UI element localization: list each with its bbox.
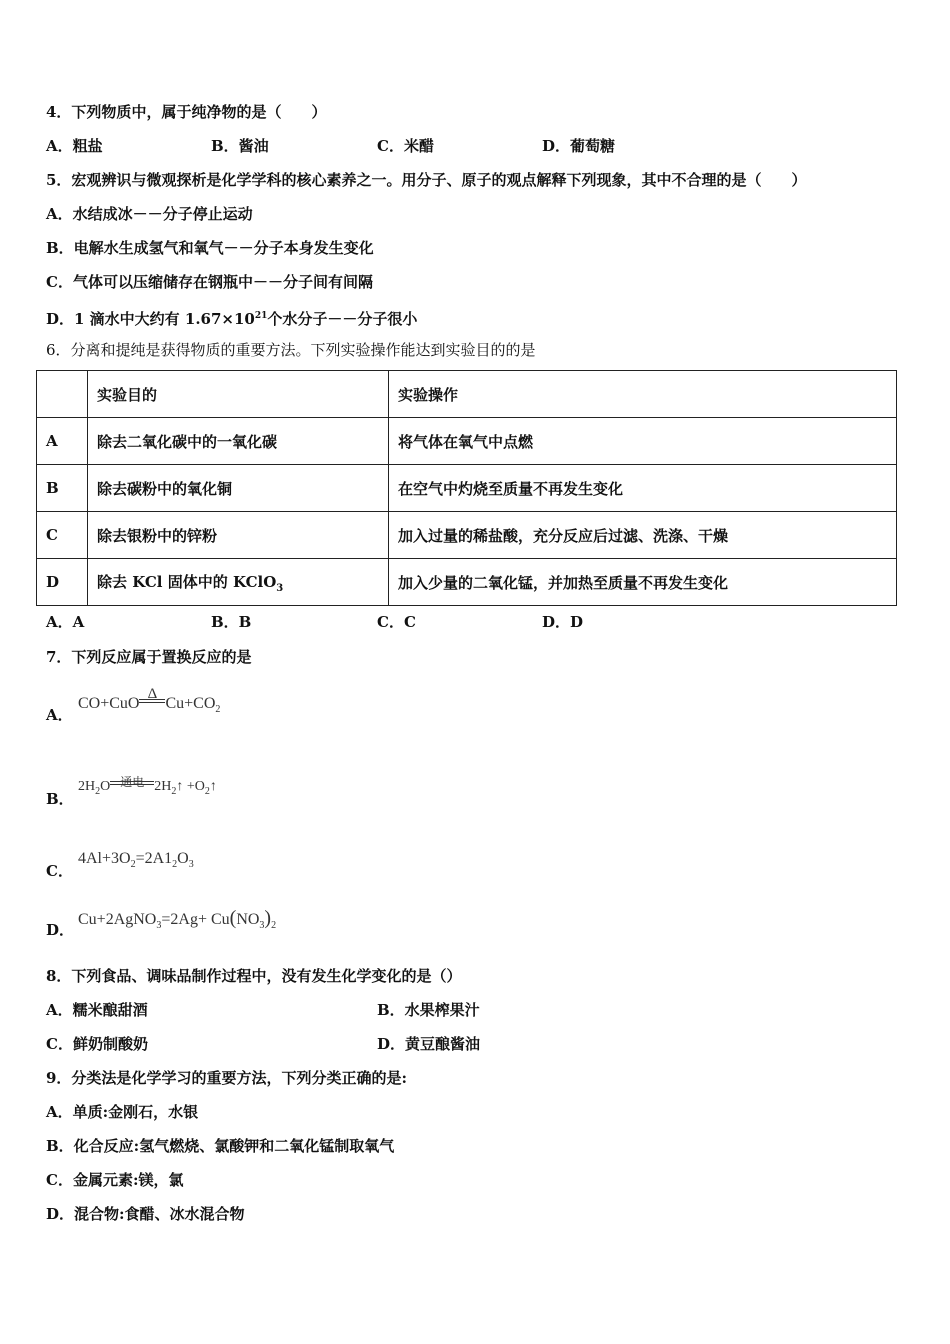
q4-option-c: C．米醋 [377, 137, 434, 155]
q9-option-a: A．单质:金刚石，水银 [46, 1103, 199, 1121]
row-operation: 加入少量的二氧化锰，并加热至质量不再发生变化 [389, 559, 897, 606]
q7-label-d: D． [46, 921, 75, 939]
q4-stem: 4．下列物质中，属于纯净物的是（ ） [46, 103, 327, 121]
q8-option-d: D．黄豆酿酱油 [377, 1035, 481, 1053]
table-header-row [37, 371, 897, 418]
q5-option-a: A．水结成冰－－分子停止运动 [46, 205, 253, 223]
table-header-cell: 实验操作 [389, 371, 897, 418]
table-row [37, 512, 897, 559]
q7-stem: 7．下列反应属于置换反应的是 [46, 648, 252, 666]
q4-option-b: B．酱油 [211, 137, 269, 155]
row-goal: 除去银粉中的锌粉 [88, 512, 389, 559]
q8-stem: 8．下列食品、调味品制作过程中，没有发生化学变化的是（） [46, 967, 462, 985]
row-operation: 加入过量的稀盐酸，充分反应后过滤、洗涤、干燥 [389, 512, 897, 559]
q7-equation-c: $4Al+3O_2=2A1_2O_3$ [78, 850, 194, 870]
q6-stem: 6．分离和提纯是获得物质的重要方法。下列实验操作能达到实验目的的是 [46, 341, 536, 359]
q7-label-c: C． [46, 862, 73, 880]
row-goal: 除去碳粉中的氧化铜 [88, 465, 389, 512]
q7-equation-b: $2H_2O$ 通电 $2H_2↑$ $+O_2↑$ [78, 775, 217, 797]
row-key: A [37, 418, 88, 465]
q7-equation-a: CO+CuO Δ $Cu+CO_2$ [78, 686, 221, 715]
q7-label-a: A． [46, 706, 73, 724]
table-header-cell: 实验目的 [88, 371, 389, 418]
q6-option-d: D．D [542, 613, 584, 631]
q9-option-b: B．化合反应:氢气燃烧、氯酸钾和二氧化锰制取氧气 [46, 1137, 395, 1155]
q5-option-c: C．气体可以压缩储存在钢瓶中－－分子间有间隔 [46, 273, 373, 291]
q5-stem: 5．宏观辨识与微观探析是化学学科的核心素养之一。用分子、原子的观点解释下列现象，其中不合理的是（ ） [46, 171, 807, 189]
table-row [37, 465, 897, 512]
q8-option-c: C．鲜奶制酸奶 [46, 1035, 148, 1053]
q6-option-a: A．A [46, 613, 85, 631]
q7-equation-d: Cu+2AgNO$_3$=2Ag+ $Cu(NO_3)_2$ [78, 907, 277, 931]
q5-option-d: D．1 滴水中大约有 $1.67\times 10^{21}$个水分子－－分子很小 [46, 310, 418, 328]
q9-stem: 9．分类法是化学学习的重要方法，下列分类正确的是: [46, 1069, 407, 1087]
row-goal: 除去二氧化碳中的一氧化碳 [88, 418, 389, 465]
row-key: B [37, 465, 88, 512]
q6-option-b: B．B [211, 613, 252, 631]
q9-option-d: D．混合物:食醋、冰水混合物 [46, 1205, 245, 1223]
table-header-cell [37, 371, 88, 418]
row-operation: 将气体在氧气中点燃 [389, 418, 897, 465]
q5-option-b: B．电解水生成氢气和氧气－－分子本身发生变化 [46, 239, 374, 257]
q9-option-c: C．金属元素:镁，氯 [46, 1171, 184, 1189]
q8-option-b: B．水果榨果汁 [377, 1001, 480, 1019]
q4-option-a: A．粗盐 [46, 137, 103, 155]
row-key: D [37, 559, 88, 606]
q7-label-b: B． [46, 790, 74, 808]
row-operation: 在空气中灼烧至质量不再发生变化 [389, 465, 897, 512]
q6-option-c: C．C [377, 613, 416, 631]
table-row [37, 418, 897, 465]
row-key: C [37, 512, 88, 559]
q4-option-d: D．葡萄糖 [542, 137, 616, 155]
table-row [37, 559, 897, 606]
experiment-table [36, 370, 897, 606]
row-goal: 除去 KCl 固体中的 KClO$_3$ [88, 559, 389, 606]
q8-option-a: A．糯米酿甜酒 [46, 1001, 148, 1019]
